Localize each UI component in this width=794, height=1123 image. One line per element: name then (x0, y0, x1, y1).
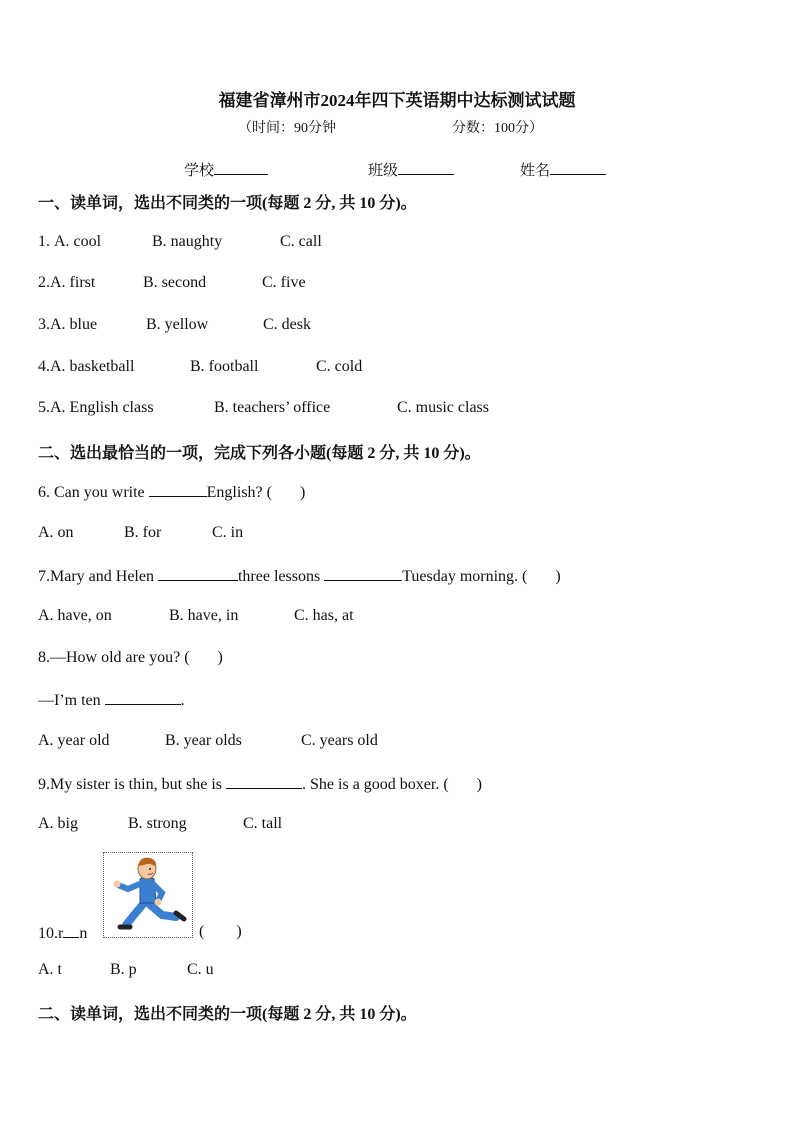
answer-blank[interactable] (226, 774, 302, 789)
name-field (520, 159, 606, 180)
option-b: B. teachers’ office (214, 399, 331, 416)
answer-blank[interactable] (63, 923, 79, 938)
option-b: B. year olds (165, 732, 242, 749)
option-b: B. p (110, 961, 137, 978)
option-c: C. u (187, 961, 214, 978)
exam-score: 分数：100分） (452, 121, 543, 136)
question-8-line2: —I’m ten . (38, 692, 185, 709)
name-label: 姓名 (520, 163, 551, 179)
question-9-options (38, 815, 282, 833)
question-8: 8.—How old are you? ( ) (38, 649, 223, 666)
question-7-options (38, 607, 354, 625)
option-b: B. naughty (152, 233, 223, 250)
option-a: A. first (50, 274, 96, 291)
question-4: 4.A. basketball B. football C. cold (38, 358, 363, 375)
school-field (184, 159, 268, 180)
option-a: A. English class (50, 399, 154, 416)
question-10-options (38, 961, 214, 979)
name-blank[interactable] (550, 160, 606, 175)
option-c: C. years old (301, 732, 378, 749)
option-b: B. football (190, 358, 259, 375)
option-b: B. have, in (169, 607, 239, 624)
question-6: 6. Can you write English? ( ) (38, 484, 306, 501)
question-1: 1. A. cool B. naughty C. call (38, 233, 322, 250)
running-boy-image (103, 852, 193, 938)
exam-time: （时间：90分钟 (238, 121, 336, 136)
question-6-options (38, 524, 243, 542)
option-b: B. strong (128, 815, 187, 832)
section-2-heading: 二、选出最恰当的一项，完成下列各小题(每题 2 分, 共 10 分)。 (38, 445, 481, 462)
class-label: 班级 (368, 163, 399, 179)
option-c: C. in (212, 524, 244, 541)
question-7: 7.Mary and Helen three lessons Tuesday morning. ( ) (38, 568, 561, 585)
option-a: A. t (38, 961, 62, 978)
option-c: C. music class (397, 399, 489, 416)
option-a: A. have, on (38, 607, 112, 624)
class-blank[interactable] (398, 160, 454, 175)
answer-blank[interactable] (105, 690, 181, 705)
option-a: A. on (38, 524, 74, 541)
option-a: A. cool (54, 233, 102, 250)
running-boy-icon (104, 853, 192, 937)
option-a: A. blue (50, 316, 98, 333)
school-blank[interactable] (214, 160, 268, 175)
option-a: A. year old (38, 732, 110, 749)
page-title: 福建省漳州市2024年四下英语期中达标测试试题 (218, 91, 576, 110)
answer-blank[interactable] (149, 482, 207, 497)
option-c: C. cold (316, 358, 363, 375)
option-c: C. tall (243, 815, 283, 832)
question-8-options (38, 732, 378, 750)
class-field (368, 159, 454, 180)
question-10: 10.r n (38, 925, 88, 942)
question-3: 3.A. blue B. yellow C. desk (38, 316, 311, 333)
answer-blank-2[interactable] (324, 566, 402, 581)
option-b: B. second (143, 274, 207, 291)
option-b: B. for (124, 524, 162, 541)
question-5: 5.A. English class B. teachers’ office C. music class (38, 399, 489, 416)
section-1-heading: 一、读单词，选出不同类的一项(每题 2 分, 共 10 分)。 (38, 195, 417, 212)
question-10-paren: ( ) (199, 923, 242, 940)
question-9: 9.My sister is thin, but she is . She is a good boxer. ( ) (38, 776, 482, 793)
section-3-heading: 二、读单词，选出不同类的一项(每题 2 分, 共 10 分)。 (38, 1006, 417, 1023)
school-label: 学校 (184, 163, 215, 179)
question-2: 2.A. first B. second C. five (38, 274, 306, 291)
option-c: C. desk (263, 316, 311, 333)
option-b: B. yellow (146, 316, 209, 333)
option-a: A. big (38, 815, 78, 832)
option-c: C. call (280, 233, 322, 250)
option-c: C. five (262, 274, 306, 291)
option-c: C. has, at (294, 607, 354, 624)
option-a: A. basketball (50, 358, 135, 375)
answer-blank-1[interactable] (158, 566, 238, 581)
